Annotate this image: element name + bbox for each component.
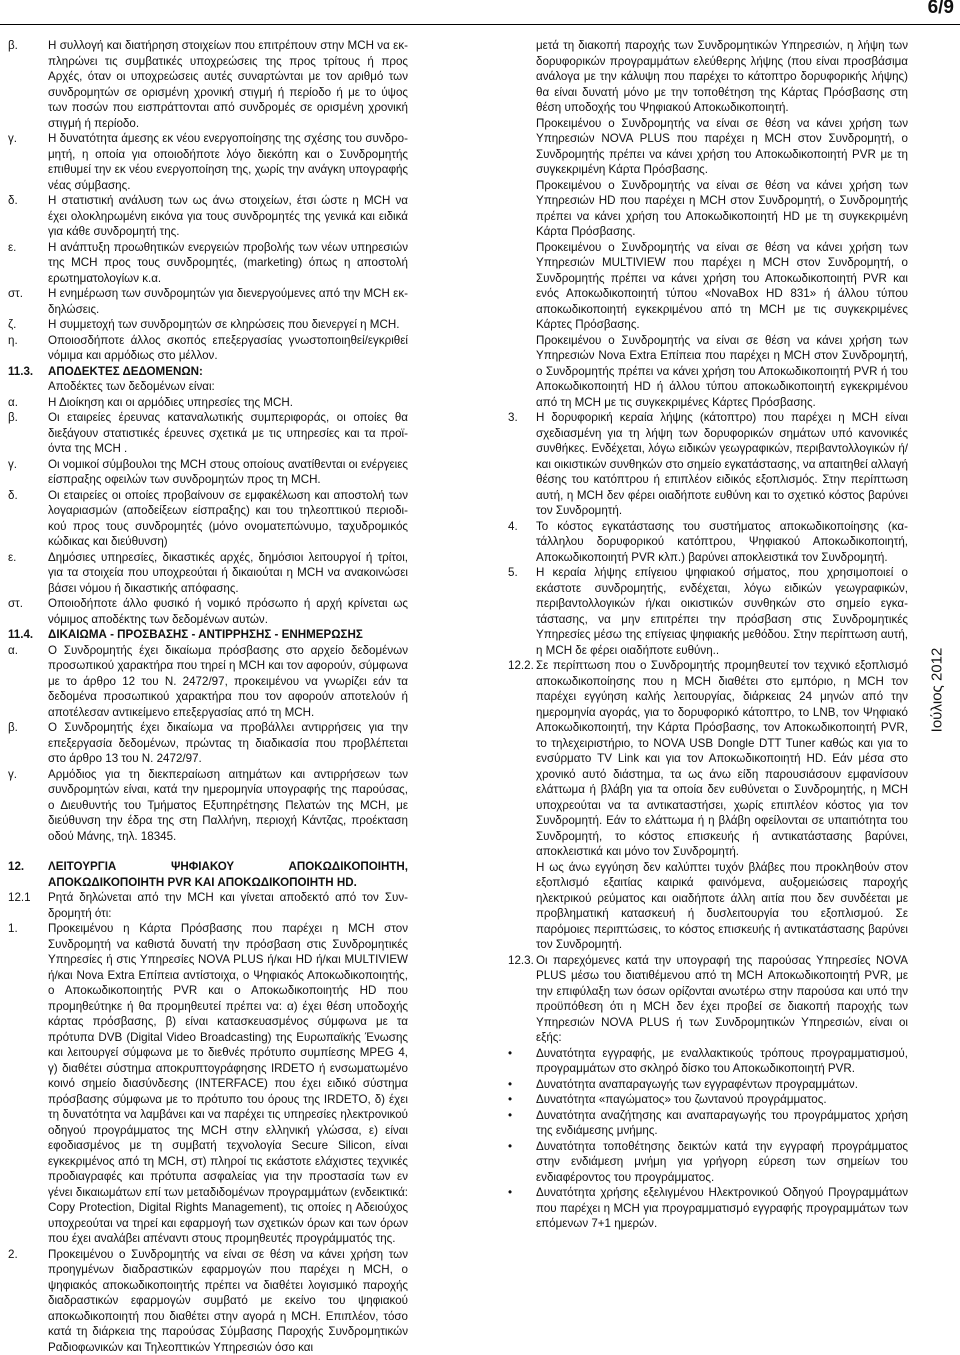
list-item — [508, 658, 908, 860]
list-item — [8, 286, 408, 317]
list-item — [508, 38, 908, 116]
item-text: Η ως άνω εγγύηση δεν καλύπτει τυχόν βλάβες που προκληθούν στον εξοπλισμό εξαιτίας καιρικά φαινόμενα, αυξομειώσεις παροχής ηλεκτρικού ρεύματος και οιαδήποτε άλλη αιτία που δεν συνδέεται με προβληματική κατασκευή ή δυσλειτουργία του εξοπλισμού. Σε παρόμοιες περιπτώσεις, το κόστος επισκευής ή αντικατάστασης βαρύνει τον Συνδρομητή. — [536, 860, 908, 953]
item-text: Σε περίπτωση που ο Συνδρομητής προμηθευτεί τον τεχνικό εξοπλισμό αποκωδικοποίησης που η MCH διαθέτει στο εμπόριο, η MCH τον παρέχει εγγύηση καλής λειτουργίας, διάρκειας 24 μηνών από την ημερομηνία αγοράς, για το δορυφορικό κάτοπτρο, το LNB, τον Ψηφιακό Αποκωδικοποιητή, την Κάρτα Πρόσβασης, τον Αποκωδικοποιητή PVR, το τηλεχειριστήριο, το NOVA USB Dongle DTT Tuner καθώς και για το ενσύρματο TV Link και για τον Αποκωδικοποιητή HD. Εάν μέσα στο χρονικό αυτό διάστημα, τα ως άνω είδη παρουσιάσουν εμφανίσουν ελάττωμα ή βλάβη για τα οποία δεν ευθύνεται ο Συνδρομητής, η MCH υποχρεούται να τα αντικαταστήσει, χωρίς επιπλέον κόστος για τον Συνδρομητή. Εάν το ελάττωμα ή η βλάβη οφείλονται σε υπαιτιότητα του Συνδρομητή, το κόστος επισκευής ή αντικατάστασης βαρύνει, αποκλειστικά και μόνο τον Συνδρομητή. — [536, 658, 908, 860]
list-item — [8, 131, 408, 193]
list-item — [8, 921, 408, 1247]
item-text: Η Διοίκηση και οι αρμόδιες υπηρεσίες της MCH. — [48, 395, 408, 411]
item-marker: 11.4. — [8, 627, 48, 643]
list-item — [8, 643, 408, 721]
item-text: Προκειμένου ο Συνδρομητής να είναι σε θέση να κάνει χρήση των Υπηρεσιών NOVA PLUS που παρέχει η MCH στον Συνδρομητή, ο Συνδρομητής πρέπει να κάνει χρήση του Αποκωδικοποιητή PVR με τη συγκεκριμένη Κάρτα Πρόσβασης. — [536, 116, 908, 178]
list-item — [508, 1046, 908, 1077]
list-item — [508, 953, 908, 1046]
item-marker: ε. — [8, 550, 48, 597]
item-marker: • — [508, 1092, 536, 1108]
item-marker: α. — [8, 643, 48, 721]
list-item — [508, 519, 908, 566]
item-text: Προκειμένου ο Συνδρομητής να είναι σε θέση να κάνει χρήση των Υπηρεσιών MULTIVIEW που παρέχει η MCH στον Συνδρομητή, ο Συνδρομητής πρέπει να κάνει χρήση του Αποκωδικοποιητή PVR και ενός Αποκωδικοποιητή τύπου «NovaBox HD 831» ή άλλου τύπου αποκωδικοποιητή εγκεκριμένου από τη MCH με τις συγκεκριμένες Κάρτες Πρόσβασης. — [536, 240, 908, 333]
item-text: Η συλλογή και διατήρηση στοιχείων που επιτρέπουν στην MCH να εκπληρώνει τις συμβατικές υποχρεώσεις της προς τρίτους ή προς Αρχές, όταν οι υποχρεώσεις αυτές συναρτώνται με τον αριθμό των συνδρομητών σε ορισμένη χρονική στιγμή ή περίοδο ή με το ύψος των ποσών που εισπράττονται από συνδρομές σε ορισμένη χρονική στιγμή ή περίοδο. — [48, 38, 408, 131]
item-marker: γ. — [8, 457, 48, 488]
list-item — [8, 410, 408, 457]
item-marker — [508, 38, 536, 116]
list-item — [8, 596, 408, 627]
list-item — [508, 1092, 908, 1108]
item-text: Οι νομικοί σύμβουλοι της MCH στους οποίους ανατίθενται οι ενέργειες είσπραξης οφειλών των συνδρομητών προς τη MCH. — [48, 457, 408, 488]
item-text: Δυνατότητα χρήσης εξελιγμένου Ηλεκτρονικού Οδηγού Προγραμμάτων που παρέχει η MCH για προγραμματισμό εγγραφής προγραμμάτων των επόμενων 7+1 ημερών. — [536, 1185, 908, 1232]
item-marker: δ. — [8, 193, 48, 240]
item-text: ΛΕΙΤΟΥΡΓΙΑ ΨΗΦΙΑΚΟΥ ΑΠΟΚΩΔΙΚΟΠΟΙΗΤΗ, ΑΠΟΚΩΔΙΚΟΠΟΙΗΤΗ PVR ΚΑΙ ΑΠΟΚΩΔΙΚΟΠΟΙΗΤΗ HD. — [48, 859, 408, 890]
item-marker: 12.1 — [8, 890, 48, 921]
item-text: Προκειμένου η Κάρτα Πρόσβασης που παρέχει η MCH στον Συνδρομητή να καθιστά δυνατή την πρόσβαση στις Συνδρομητικές Υπηρεσίες ή στις Υπηρεσίες NOVA PLUS ή/και HD ή/και MULTIVIEW ή/και Nova Extra Επίπεια αντίστοιχα, ο Ψηφιακός Αποκωδικοποιητής, ο Αποκωδικοποιητής PVR και ο Αποκωδικοποιητής HD που προμηθεύτηκε ή θα προμηθευτεί πρέπει να: α) έχει θέση υποδοχής κάρτας πρόσβασης, β) είναι κατασκευασμένος σύμφωνα με τα πρότυπα DVB (Digital Video Broadcasting) της Ευρωπαϊκής Ένωσης και λειτουργεί σύμφωνα με το διεθνές πρότυπο συμπίεσης MPEG 4, γ) διαθέτει σύστημα αποκρυπτογράφησης IRDETO ή ενσωματωμένο κοινό σημείο διασύνδεσης (INTERFACE) που έχει ειδικό σύστημα πρόσβασης σύμφωνα με το πρότυπο του όρους της IRDETO, δ) έχει τη δυνατότητα να λαμβάνει και να παρέχει τις υπηρεσίες ηλεκτρονικού οδηγού προγράμματος της MCH στην ελληνική γλώσσα, ε) είναι εφοδιασμένος με τη συμβατή τεχνολογία Secure Silicon, είναι εγκεκριμένος από τη MCH, στ) πληροί τις εκάστοτε ελάχιστες τεχνικές προδιαγραφές και πρότυπα ασφαλείας για την προστασία των εν γένει δικαιωμάτων επί των μεταδιδομένων προγραμμάτων (ενδεικτικά: Copy Protection, Digital Rights Management), τις οποίες η Αδειούχος υποχρεούται να τηρεί και εφαρμογή των σχετικών όρων και των όρων που έχει αναλάβει απέναντι στους προμηθευτές προγράμματός της. — [48, 921, 408, 1247]
list-item — [508, 1185, 908, 1232]
section-heading — [8, 627, 408, 643]
item-text: Η δορυφορική κεραία λήψης (κάτοπτρο) που παρέχει η MCH είναι σχεδιασμένη για τη λήψη των δορυφορικών σημάτων υπό κανονικές συνθήκες. Ενδέχεται, λόγω ειδικών γεωγραφικών, περιβαντολλογικών ή/και οικιστικών συνθηκών στο σημείο εγκατάστασης, να απαιτηθεί αλλαγή θέσης του κατόπτρου ή επιπλέον ειδικός εξοπλισμός. Στην περίπτωση αυτή, η MCH δεν φέρει οιαδήποτε ευθύνη και το σχετικό κόστος βαρύνει τον Συνδρομητή. — [536, 410, 908, 519]
list-item — [508, 178, 908, 240]
left-column — [8, 38, 408, 1355]
list-item — [8, 1247, 408, 1355]
list-item — [508, 1108, 908, 1139]
item-marker: 12.3. — [508, 953, 536, 1046]
item-text: Η δυνατότητα άμεσης εκ νέου ενεργοποίησης της σχέσης του συνδρομητή, η οποία για οποιοδήποτε λόγο διεκόπη και ο Συνδρομητής επιθυμεί την εκ νέου ενεργοποίηση της, χωρίς την ανάγκη υπογραφής νέας σύμβασης. — [48, 131, 408, 193]
item-text: Οι παρεχόμενες κατά την υπογραφή της παρούσας Υπηρεσίες NOVA PLUS μέσω του διατιθέμενου από τη MCH Αποκωδικοποιητή PVR, με την επιφύλαξη των όσων ορίζονται ανωτέρω στην παρούσα και υπό την προϋπόθεση ότι η MCH δεν έχει προβεί σε διακοπή παροχής των Υπηρεσιών NOVA PLUS ή των Συνδρομητικών Υπηρεσιών, είναι οι εξής: — [536, 953, 908, 1046]
item-marker: 2. — [8, 1247, 48, 1355]
header-rule — [0, 24, 960, 25]
item-text: Η στατιστική ανάλυση των ως άνω στοιχείων, έτσι ώστε η MCH να έχει ολοκληρωμένη εικόνα για τους συνδρομητές της γενικά και ειδικά για κάθε συνδρομητή της. — [48, 193, 408, 240]
item-marker — [508, 860, 536, 953]
item-text: Ρητά δηλώνεται από την MCH και γίνεται αποδεκτό από τον Συνδρομητή ότι: — [48, 890, 408, 921]
item-marker: δ. — [8, 488, 48, 550]
list-item — [8, 193, 408, 240]
item-text: Η συμμετοχή των συνδρομητών σε κληρώσεις που διενεργεί η MCH. — [48, 317, 408, 333]
list-item — [508, 1139, 908, 1186]
item-marker: ε. — [8, 240, 48, 287]
list-item — [508, 116, 908, 178]
item-marker: ζ. — [8, 317, 48, 333]
item-text: Δυνατότητα τοποθέτησης δεικτών κατά την εγγραφή προγράμματος στην ενδιάμεση μνήμη για γρήγορη εύρεση των σημείων του ενδιαφέροντος του προγράμματος. — [536, 1139, 908, 1186]
list-item — [508, 333, 908, 411]
item-text: Το κόστος εγκατάστασης του συστήματος αποκωδικοποίησης (κατάλληλου δορυφορικού κατόπτρου, Ψηφιακού Αποκωδικοποιητή, Αποκωδικοποιητή PVR κλπ.) βαρύνει αποκλειστικά τον Συνδρομητή. — [536, 519, 908, 566]
list-item — [508, 565, 908, 658]
list-item — [8, 333, 408, 364]
item-text: Ο Συνδρομητής έχει δικαίωμα να προβάλλει αντιρρήσεις για την επεξεργασία δεδομένων, πρώντας τη διαδικασία που προβλέπεται στο άρθρο 13 του Ν. 2472/97. — [48, 720, 408, 767]
list-item — [508, 410, 908, 519]
list-item — [8, 317, 408, 333]
item-marker: α. — [8, 395, 48, 411]
item-marker: στ. — [8, 596, 48, 627]
item-marker — [508, 178, 536, 240]
item-marker — [508, 333, 536, 411]
side-date-text: Ιούλιος 2012 — [929, 648, 945, 733]
item-marker: 5. — [508, 565, 536, 658]
right-column — [508, 38, 908, 1232]
item-marker: • — [508, 1139, 536, 1186]
item-text: Προκειμένου ο Συνδρομητής να είναι σε θέση να κάνει χρήση των προηγμένων διαδραστικών εφαρμογών που παρέχει η MCH, ο ψηφιακός αποκωδικοποιητής πρέπει να διαθέτει λογισμικό παροχής διαδραστικών εφαρμογών συμβατό με εκείνο του ψηφιακού αποκωδικοποιητή που διαθέτει στην αγορά η MCH. Επιπλέον, τόσο κατά τη διάρκεια της παρούσας Σύμβασης Παροχής Συνδρομητικών Ραδιοφωνικών και Τηλεοπτικών Υπηρεσιών όσο και — [48, 1247, 408, 1355]
item-marker: στ. — [8, 286, 48, 317]
item-marker: β. — [8, 38, 48, 131]
section-heading — [8, 859, 408, 890]
list-item — [8, 395, 408, 411]
item-text: ΔΙΚΑΙΩΜΑ - ΠΡΟΣΒΑΣΗΣ - ΑΝΤΙΡΡΗΣΗΣ - ΕΝΗΜΕΡΩΣΗΣ — [48, 627, 408, 643]
side-date — [917, 600, 957, 780]
item-text: Αποδέκτες των δεδομένων είναι: — [48, 379, 408, 395]
item-text: Δυνατότητα αναζήτησης και αναπαραγωγής του προγράμματος χρήση της ενδιάμεσης μνήμης. — [536, 1108, 908, 1139]
item-text: μετά τη διακοπή παροχής των Συνδρομητικών Υπηρεσιών, η λήψη των δορυφορικών προγραμμάτων ελεύθερης λήψης (που είναι προσβάσιμα ανάλογα με την κάλυψη που παρέχει το κάτοπτρο δορυφορικής λήψης) θα είναι δυνατή μόνο με την τοποθέτηση της Κάρτας Πρόσβασης στη θέση υποδοχής του Ψηφιακού Αποκωδικοποιητή. — [536, 38, 908, 116]
item-text: Αρμόδιος για τη διεκπεραίωση αιτημάτων και αντιρρήσεων των συνδρομητών είναι, κατά την ημερομηνία υπογραφής της παρούσας, ο Διευθυντής του Τμήματος Εξυπηρέτησης Πελατών της MCH, με διεύθυνση την έδρα της στη Παλλήνη, περιοχή Κάντζας, προέκταση οδού Μάνης, τηλ. 18345. — [48, 767, 408, 845]
item-text: Προκειμένου ο Συνδρομητής να είναι σε θέση να κάνει χρήση των Υπηρεσιών Nova Extra Επίπεια που παρέχει η MCH στον Συνδρομητή, ο Συνδρομητής πρέπει να κάνει χρήση του Αποκωδικοποιητή PVR ή του Αποκωδικοποιητή HD ή άλλου τύπου αποκωδικοποιητή εγκεκριμένου από τη MCH με τις συγκεκριμένες Κάρτες Πρόσβασης. — [536, 333, 908, 411]
list-item — [8, 379, 408, 395]
item-marker: β. — [8, 410, 48, 457]
item-text: Οποιοδήποτε άλλο φυσικό ή νομικό πρόσωπο ή αρχή κρίνεται ως νόμιμος αποδέκτης των δεδομένων αυτών. — [48, 596, 408, 627]
item-text: Οι εταιρείες έρευνας καταναλωτικής συμπεριφοράς, οι οποίες θα διεξάγουν στατιστικές έρευνες σχετικά με τις υπηρεσίες και τα προϊόντα της MCH . — [48, 410, 408, 457]
list-item — [508, 1077, 908, 1093]
item-text: Οι εταιρείες οι οποίες προβαίνουν σε εμφακέλωση και αποστολή των λογαριασμών (αποδείξεων είσπραξης) και του τηλεοπτικού περιοδικού προς τους συνδρομητές (μόνο ονοματεπώνυμο, ταχυδρομικός κώδικας και διεύθυνση) — [48, 488, 408, 550]
item-marker: 11.3. — [8, 364, 48, 380]
item-marker: 12.2. — [508, 658, 536, 860]
item-marker: • — [508, 1077, 536, 1093]
item-text: Δυνατότητα αναπαραγωγής των εγγραφέντων προγραμμάτων. — [536, 1077, 908, 1093]
item-text: Δημόσιες υπηρεσίες, δικαστικές αρχές, δημόσιοι λειτουργοί ή τρίτοι, για τα στοιχεία που υποχρεούται ή δικαιούται η MCH να ανακοινώσει βάσει νόμου ή δικαστικής απόφασης. — [48, 550, 408, 597]
section-heading — [8, 364, 408, 380]
item-marker: β. — [8, 720, 48, 767]
item-text: Προκειμένου ο Συνδρομητής να είναι σε θέση να κάνει χρήση των Υπηρεσιών HD που παρέχει η MCH στον Συνδρομητή, ο Συνδρομητής πρέπει να κάνει χρήση του Αποκωδικοποιητή HD με τη συγκεκριμένη Κάρτα Πρόσβασης. — [536, 178, 908, 240]
list-item — [8, 488, 408, 550]
list-item — [508, 860, 908, 953]
list-item — [508, 240, 908, 333]
item-marker: • — [508, 1185, 536, 1232]
item-text: Δυνατότητα εγγραφής, με εναλλακτικούς τρόπους προγραμματισμού, προγραμμάτων στο σκληρό δίσκο του Αποκωδικοποιητή PVR. — [536, 1046, 908, 1077]
item-marker: γ. — [8, 767, 48, 845]
paragraph-gap — [8, 844, 408, 859]
item-text: Ο Συνδρομητής έχει δικαίωμα πρόσβασης στο αρχείο δεδομένων προσωπικού χαρακτήρα που τηρεί η MCH και τον αφορούν, σύμφωνα με το άρθρο 12 του Ν. 2472/97, προκειμένου να γνωρίζει εάν τα δεδομένα προσωπικού χαρακτήρα που τον αφορούν αποτελούν ή αποτέλεσαν αντικείμενο επεξεργασίας από τη MCH. — [48, 643, 408, 721]
item-marker: 1. — [8, 921, 48, 1247]
list-item — [8, 38, 408, 131]
item-marker — [8, 379, 48, 395]
item-marker: η. — [8, 333, 48, 364]
list-item — [8, 890, 408, 921]
item-marker — [508, 240, 536, 333]
list-item — [8, 720, 408, 767]
item-text: Οποιοσδήποτε άλλος σκοπός επεξεργασίας γνωστοποιηθεί/εγκριθεί νόμιμα και αρμόδιως στο μέλλον. — [48, 333, 408, 364]
item-marker: 4. — [508, 519, 536, 566]
page-number: 6/9 — [928, 0, 954, 16]
list-item — [8, 457, 408, 488]
item-marker: 12. — [8, 859, 48, 890]
item-marker — [508, 116, 536, 178]
item-text: Δυνατότητα «παγώματος» του ζωντανού προγράμματος. — [536, 1092, 908, 1108]
item-marker: 3. — [508, 410, 536, 519]
item-marker: • — [508, 1046, 536, 1077]
item-text: ΑΠΟΔΕΚΤΕΣ ΔΕΔΟΜΕΝΩΝ: — [48, 364, 408, 380]
item-text: Η ενημέρωση των συνδρομητών για διενεργούμενες από την MCH εκδηλώσεις. — [48, 286, 408, 317]
item-marker: • — [508, 1108, 536, 1139]
list-item — [8, 240, 408, 287]
list-item — [8, 550, 408, 597]
item-text: Η ανάπτυξη προωθητικών ενεργειών προβολής των νέων υπηρεσιών της MCH προς τους συνδρομητές, (marketing) όπως η αποστολή ερωτηματολογίων κ.α. — [48, 240, 408, 287]
item-text: Η κεραία λήψης επίγειου ψηφιακού σήματος, που χρησιμοποιεί ο εκάστοτε συνδρομητής, ενδέχεται, λόγω ειδικών γεωγραφικών, περιβαντολλογικών ή/και οικιστικών συνθηκών στο σημείο εγκατάστασης, να μην επιτρέπει την πρόσβαση στις Συνδρομητικές Υπηρεσίες μέσω της επίγειας ψηφιακής μεθόδου. Στην περίπτωση αυτή, η MCH δε φέρει οιαδήποτε ευθύνη.. — [536, 565, 908, 658]
item-marker: γ. — [8, 131, 48, 193]
list-item — [8, 767, 408, 845]
